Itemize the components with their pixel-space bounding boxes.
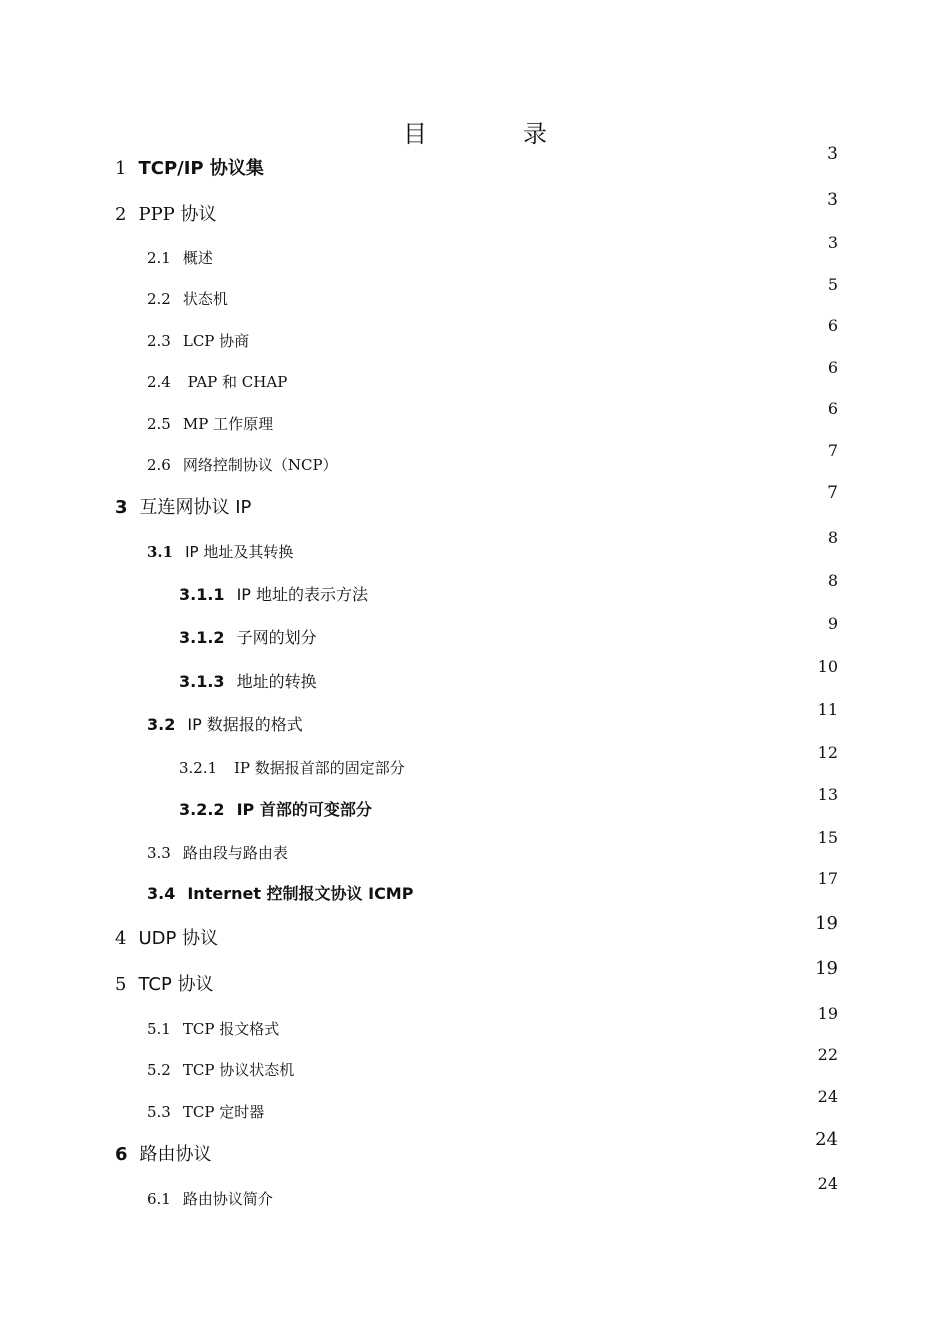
toc-entry-title: 路由协议简介 (182, 1190, 273, 1208)
toc-entry[interactable] (147, 367, 287, 397)
toc-page-number: 7 (827, 441, 838, 460)
toc-entry[interactable] (147, 1097, 264, 1127)
toc-entry[interactable] (179, 753, 405, 783)
toc-entry-title: IP 地址的表示方法 (236, 585, 369, 604)
toc-entry-number: 2.5 (147, 415, 171, 433)
toc-page-number: 9 (827, 614, 838, 633)
toc-entry[interactable] (147, 838, 288, 868)
toc-entry[interactable] (115, 924, 218, 954)
toc-entry-number: 5 (115, 974, 127, 995)
toc-entry-title: TCP 协议 (138, 974, 214, 995)
toc-entry-number: 1 (115, 158, 127, 179)
toc-entry-number: 6.1 (147, 1190, 171, 1208)
toc-page-number: 22 (817, 1045, 838, 1064)
toc-entry[interactable] (179, 623, 317, 653)
page-title: 目 录 (403, 120, 583, 148)
toc-entry-number: 2.2 (147, 290, 171, 308)
toc-page-number: 15 (817, 828, 838, 847)
toc-page-number: 6 (827, 399, 838, 418)
toc-entry-number: 3 (115, 497, 128, 518)
toc-entry[interactable] (147, 537, 293, 567)
toc-entry-title: TCP 报文格式 (182, 1020, 280, 1038)
toc-entry[interactable] (179, 667, 317, 697)
toc-page-number: 8 (827, 571, 838, 590)
toc-entry-title: TCP/IP 协议集 (138, 158, 264, 179)
toc-entry[interactable] (147, 1184, 273, 1214)
toc-entry-title: LCP 协商 (182, 332, 250, 350)
toc-entry[interactable] (147, 879, 413, 909)
toc-entry-number: 3.4 (147, 884, 176, 903)
toc-entry-title: IP 数据报首部的固定部分 (229, 759, 405, 777)
toc-entry-title: PAP 和 CHAP (182, 373, 288, 391)
toc-entry[interactable] (115, 970, 214, 1000)
toc-entry[interactable] (115, 493, 251, 523)
toc-entry-title: 路由段与路由表 (182, 844, 288, 862)
toc-entry[interactable] (147, 409, 273, 439)
toc-page-number: 24 (817, 1087, 838, 1106)
toc-entry-title: 地址的转换 (236, 672, 317, 691)
toc-entry-number: 2.3 (147, 332, 171, 350)
toc-page-number: 13 (817, 785, 838, 804)
toc-page-number: 24 (817, 1174, 838, 1193)
toc-entry-title: 网络控制协议（NCP） (182, 456, 338, 474)
toc-entry-title: 路由协议 (139, 1144, 212, 1165)
toc-page-number: 5 (827, 275, 838, 294)
toc-page-number: 11 (817, 700, 838, 719)
toc-entry[interactable] (115, 200, 217, 230)
toc-entry-title: Internet 控制报文协议 ICMP (187, 884, 414, 903)
toc-page-number: 10 (817, 657, 838, 676)
toc-entry-number: 6 (115, 1144, 128, 1165)
toc-entry[interactable] (147, 710, 303, 740)
toc-entry[interactable] (147, 450, 338, 480)
toc-entry-title: 状态机 (182, 290, 228, 308)
toc-entry-title: IP 地址及其转换 (185, 543, 294, 561)
toc-entry[interactable] (147, 1055, 294, 1085)
toc-page-number: 3 (827, 144, 838, 164)
toc-entry-title: UDP 协议 (138, 928, 219, 949)
toc-entry-number: 5.1 (147, 1020, 171, 1038)
toc-entry[interactable] (147, 243, 213, 273)
toc-entry-title: 概述 (182, 249, 213, 267)
toc-entry-number: 5.2 (147, 1061, 171, 1079)
toc-page-number: 12 (817, 743, 838, 762)
toc-page-number: 8 (827, 528, 838, 547)
toc-entry-number: 3.3 (147, 844, 171, 862)
toc-entry[interactable] (115, 154, 264, 184)
toc-page-number: 6 (827, 316, 838, 335)
toc-page-number: 3 (827, 190, 838, 210)
toc-entry[interactable] (147, 326, 249, 356)
toc-entry[interactable] (179, 580, 368, 610)
toc-entry-number: 3.1.3 (179, 672, 225, 691)
toc-page-number: 24 (815, 1129, 838, 1150)
toc-entry-number: 3.2 (147, 715, 176, 734)
toc-entry-number: 2.1 (147, 249, 171, 267)
toc-entry-title: IP 数据报的格式 (187, 715, 303, 734)
toc-page-number: 17 (817, 869, 838, 888)
toc-page-number: 7 (827, 483, 838, 503)
toc-entry-number: 2.6 (147, 456, 171, 474)
toc-entry-title: 互连网协议 IP (139, 497, 252, 518)
toc-entry-title: PPP 协议 (138, 204, 217, 225)
toc-entry-title: IP 首部的可变部分 (236, 800, 372, 819)
toc-entry-number: 3.1 (147, 543, 174, 561)
toc-entry-number: 3.2.2 (179, 800, 225, 819)
toc-entry[interactable] (179, 795, 372, 825)
toc-entry-number: 5.3 (147, 1103, 171, 1121)
toc-entry-number: 2 (115, 204, 127, 225)
toc-entry-number: 4 (115, 928, 127, 949)
toc-entry[interactable] (115, 1140, 212, 1170)
toc-entry-title: 子网的划分 (236, 628, 317, 647)
toc-page-number: 19 (817, 1004, 838, 1023)
toc-page-number: 3 (827, 233, 838, 252)
toc-entry[interactable] (147, 1014, 279, 1044)
toc-entry-title: MP 工作原理 (182, 415, 274, 433)
toc-entry-number: 3.1.2 (179, 628, 225, 647)
toc-entry-number: 3.1.1 (179, 585, 225, 604)
toc-entry[interactable] (147, 284, 228, 314)
toc-page-number: 19 (815, 958, 838, 979)
toc-entry-title: TCP 协议状态机 (182, 1061, 295, 1079)
toc-entry-number: 3.2.1 (179, 759, 218, 777)
toc-entry-number: 2.4 (147, 373, 171, 391)
toc-entry-title: TCP 定时器 (182, 1103, 265, 1121)
toc-page-number: 19 (815, 913, 838, 934)
toc-page-number: 6 (827, 358, 838, 377)
